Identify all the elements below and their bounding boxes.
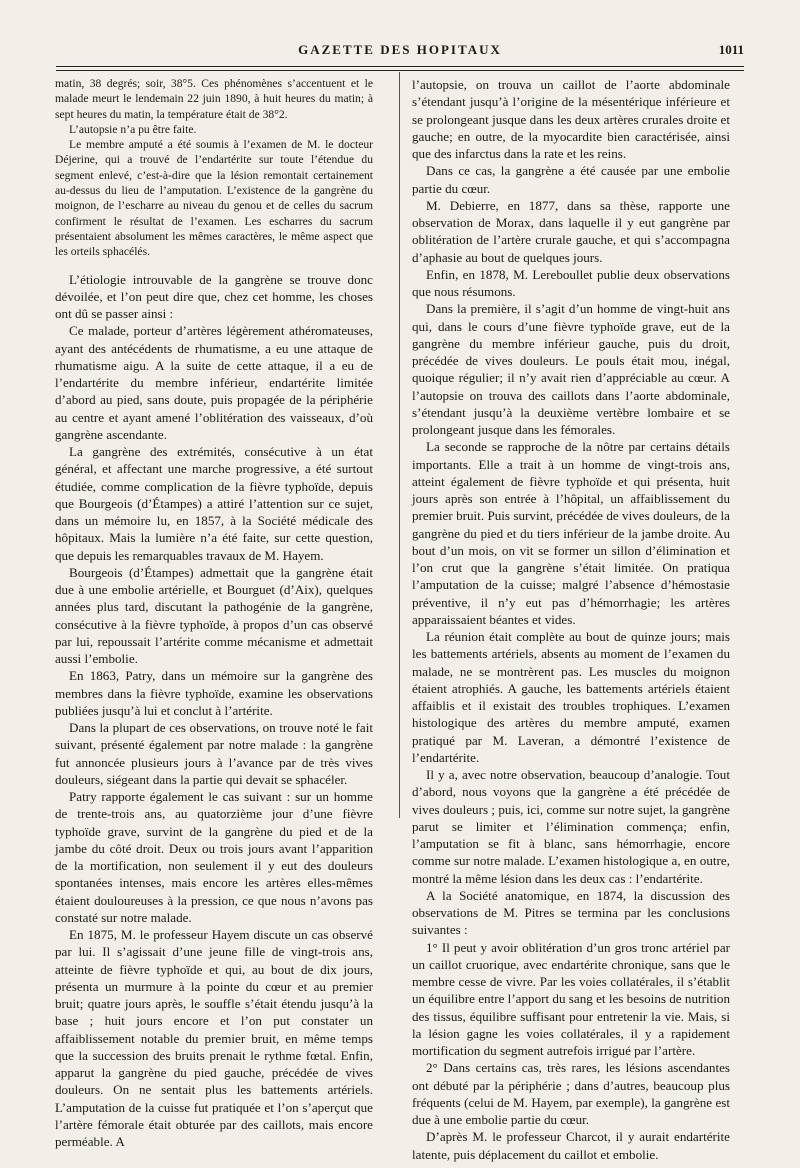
paragraph: La réunion était complète au bout de quinze jours; mais les battements artériels, absents au moment de l’examen du malade, ne se montrèrent pas. Les muscles du moignon étaient atrophiés. A gauche, les battements artériels étaient affaiblis et il existait des troubles trophiques. L’examen histologique des artères du membre amputé, examen pratiqué par M. Laveran, a démontré l’existence de l’endartérite. [412, 629, 730, 765]
paragraph: L’autopsie n’a pu être faite. [69, 122, 197, 136]
column-divider [399, 72, 400, 818]
paragraph: Enfin, en 1878, M. Lereboullet publie deux observations que nous résumons. [412, 266, 730, 299]
paragraph: A la Société anatomique, en 1874, la discussion des observations de M. Pitres se termina par les conclusions suivantes : [412, 887, 730, 938]
paragraph: l’autopsie, on trouva un caillot de l’aorte abdominale s’étendant jusqu’à l’origine de la mésentérique inférieure et se prolongeant jusque dans les deux artères crurales droite et gauche; en outre, de la myocardite bien caractérisée, ainsi que des infarctus dans la rate et les reins. [412, 77, 730, 161]
paragraph: Dans la plupart de ces observations, on trouve noté le fait suivant, présenté également par notre malade : la gangrène fut annoncée plusieurs jours à l’avance par de très vives douleurs, siégeant dans la partie qui devait se sphacéler. [55, 720, 373, 787]
paragraph: En 1875, M. le professeur Hayem discute un cas observé par lui. Il s’agissait d’une jeune fille de vingt-trois ans, atteinte de fièvre typhoïde et qui, au bout de dix jours, présenta un murmure à la pointe du cœur et au premier bruit; quatre jours après, le souffle s’était étendu jusqu’à la base ; huit jours encore et l’on put constater un affaiblissement notable du premier bruit, en même temps que la succession des bruits prenait le rythme fœtal. Enfin, apparut la gangrène du pied gauche, précédée de vives douleurs. On ne sentait plus les battements artériels. L’amputation de la cuisse fut pratiquée et l’on s’aperçut que l’artère fémorale était obturée par des caillots, mais encore perméable. A [55, 927, 373, 1150]
paragraph: 2° Dans certains cas, très rares, les lésions ascendantes ont débuté par la périphérie ; dans d’autres, beaucoup plus fréquents (celui de M. Hayem, par exemple), la gangrène est due à une embolie partie du cœur. [412, 1060, 730, 1127]
paragraph: Le membre amputé a été soumis à l’examen de M. le docteur Déjerine, qui a trouvé de l’endartérite sur toute l’étendue du segment enlevé, c’est-à-dire que la lésion remontait certainement au-dessus du lieu de l’amputation. L’existence de la gangrène du moignon, de l’escharre au niveau du genou et de celles du sacrum confirment le résultat de l’examen. Les escharres du sacrum présentaient absolument les mêmes caractères, le même aspect que les orteils sphacélés. [55, 138, 373, 259]
paragraph: Patry rapporte également le cas suivant : sur un homme de trente-trois ans, au quatorzième jour d’une fièvre typhoïde grave, survint de la gangrène du pied et de la jambe du côté droit. Deux ou trois jours avant l’apparition de la mortification, non seulement il y eut des douleurs spontanées intenses, mais encore les artères elles-mêmes étaient douloureuses à la pression, ce que nous n’avons pas constaté sur notre malade. [55, 789, 373, 925]
left-column [55, 76, 373, 1150]
paragraph: Bourgeois (d’Étampes) admettait que la gangrène était due à une embolie artérielle, et Bourguet (d’Aix), quelques années plus tard, discutant la pathogénie de la gangrène, consécutive à la fièvre typhoïde, à propos d’un cas observé par lui, repoussait l’artérite comme mécanisme et admettait aussi l’embolie. [55, 564, 373, 667]
header-rule [56, 66, 744, 67]
header-rule-thin [56, 70, 744, 71]
paragraph: matin, 38 degrés; soir, 38°5. Ces phénomènes s’accentuent et le malade meurt le lendemain 22 juin 1890, à huit heures du matin; à sept heures du matin, la température était de 38°2. [55, 77, 373, 121]
paragraph: La seconde se rapproche de la nôtre par certains détails importants. Elle a trait à un homme de vingt-trois ans, atteint également de fièvre typhoïde et qui présenta, huit jours après son entrée à l’hôpital, un affaiblissement du premier bruit. Puis survint, précédée de vives douleurs, de la gangrène du pied et du tiers inférieur de la jambe droite. Au bout d’un mois, on vit se former un sillon d’élimination et l’on crut que la gangrène s’était limitée. On pratiqua l’amputation de la cuisse; malgré l’absence d’hémostasie préventive, il n’y eut pas d’hémorrhagie; les artères apparaissaient béantes et vides. [412, 439, 730, 627]
page-header [56, 42, 744, 64]
paragraph: 1° Il peut y avoir oblitération d’un gros tronc artériel par un caillot cruorique, avec endartérite chronique, sans que le membre cesse de vivre. Par les voies collatérales, il s’établit un équilibre entre l’apport du sang et les besoins de nutrition des tissus, équilibre suffisant pour entretenir la vie. Mais, si la lésion gagne les voies collatérales, il y a rapidement mortification du segment autrefois irrigué par l’artère. [412, 939, 730, 1058]
paragraph: Il y a, avec notre observation, beaucoup d’analogie. Tout d’abord, nous voyons que la gangrène a été précédée de vives douleurs ; puis, ici, comme sur notre sujet, la gangrène parut se limiter et l’élimination commença; enfin, l’amputation se fit à blanc, sans hémorrhagie, encore comme sur notre malade. L’examen histologique a, en outre, montré la même lésion dans les deux cas : l’endartérite. [412, 767, 730, 886]
paragraph: Dans la première, il s’agit d’un homme de vingt-huit ans qui, dans le cours d’une fièvre typhoïde grave, eut de la gangrène du membre inférieur gauche, puis du droit, précédée de vives douleurs. Le pouls était mou, inégal, quoique régulier; il n’y avait rien d’appréciable au cœur. A l’autopsie on trouva des caillots dans l’aorte abdominale, s’étendant jusqu’à la deuxième vertèbre lombaire et se prolongeant jusque dans les fémorales. [412, 301, 730, 437]
page-number: 1011 [718, 42, 744, 57]
paragraph: La gangrène des extrémités, consécutive à un état général, et affectant une marche progressive, a été surtout étudiée, comme complication de la fièvre typhoïde, depuis que Bourgeois (d’Étampes) a attiré l’attention sur ce sujet, dans un mémoire lu, en 1857, à la Société médicale des hôpitaux. Mais la lumière n’a été faite, sur cette question, que depuis les remarquables travaux de M. Hayem. [55, 444, 373, 563]
journal-title: GAZETTE DES HOPITAUX [298, 42, 502, 57]
right-column [412, 76, 730, 1163]
paragraph: Ce malade, porteur d’artères légèrement athéromateuses, ayant des antécédents de rhumatisme, a eu une attaque de rhumatisme aigu. A la suite de cette attaque, il a eu de l’endartérite du membre inférieur, endartérite limitée d’abord au pied, sans doute, puis propagée de la périphérie au centre et ayant amené l’oblitération des vaisseaux, d’où gangrène ascendante. [55, 323, 373, 442]
paragraph: En 1863, Patry, dans un mémoire sur la gangrène des membres dans la fièvre typhoïde, examine les observations publiées jusqu’à lui et conclut à l’artérite. [55, 668, 373, 718]
paragraph: D’après M. le professeur Charcot, il y aurait endartérite latente, puis déplacement du caillot et embolie. [412, 1129, 730, 1162]
paragraph: M. Debierre, en 1877, dans sa thèse, rapporte une observation de Morax, dans laquelle il y eut gangrène par oblitération de l’artère crurale gauche, et qui s’accompagna d’aphasie au bout de quelques jours. [412, 197, 730, 265]
paragraph: Dans ce cas, la gangrène a été causée par une embolie partie du cœur. [412, 163, 730, 196]
paragraph: L’étiologie introuvable de la gangrène se trouve donc dévoilée, et l’on peut dire que, chez cet homme, les choses ont dû se passer ainsi : [55, 271, 373, 322]
